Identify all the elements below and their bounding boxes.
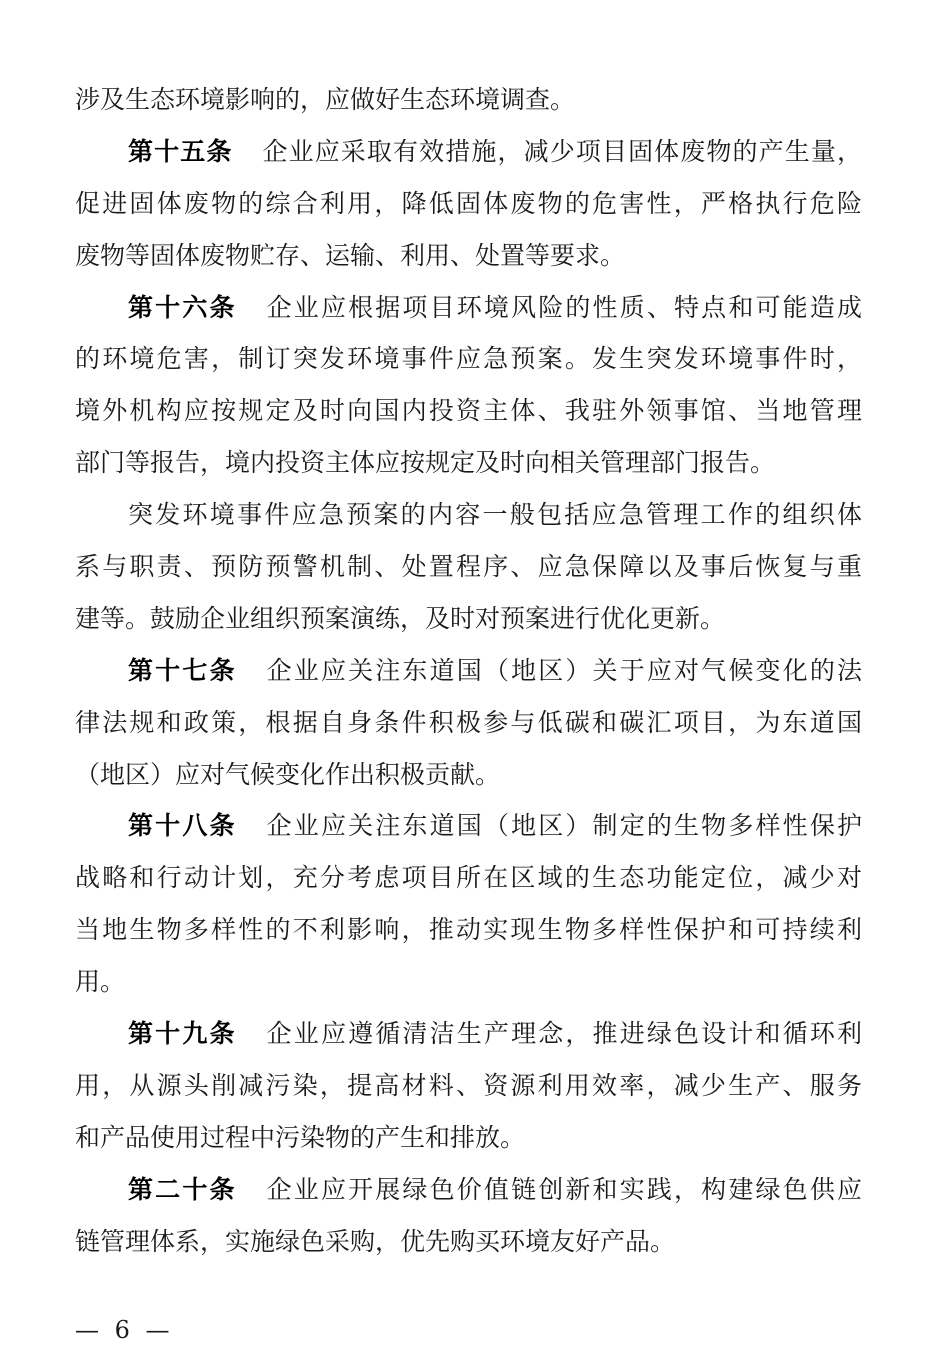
text-span: 企业应关注东道国（地区）关于应对气候变化的法 xyxy=(266,655,862,685)
paragraph xyxy=(75,489,862,645)
text-span: 企业应开展绿色价值链创新和实践，构建绿色供应 xyxy=(266,1174,862,1204)
text-line: 涉及生态环境影响的，应做好生态环境调查。 xyxy=(75,85,576,114)
text-line: （地区）应对气候变化作出积极贡献。 xyxy=(75,759,501,789)
text-line: 用。 xyxy=(75,967,126,997)
article-heading: 第十九条 xyxy=(128,1019,237,1049)
text-line: 突发环境事件应急预案的内容一般包括应急管理工作的组织体 xyxy=(128,500,862,530)
text-line: 部门等报告，境内投资主体应按规定及时向相关管理部门报告。 xyxy=(75,448,776,478)
text-line xyxy=(75,645,862,697)
text-line xyxy=(75,1008,862,1060)
text-line: 促进固体废物的综合利用，降低固体废物的危害性，严格执行危险 xyxy=(75,188,862,218)
text-span: 企业应根据项目环境风险的性质、特点和可能造成 xyxy=(266,292,862,322)
article-15 xyxy=(75,126,862,282)
text-line: 境外机构应按规定及时向国内投资主体、我驻外领事馆、当地管理 xyxy=(75,396,862,426)
article-heading: 第十八条 xyxy=(128,811,237,841)
text-line: 废物等固体废物贮存、运输、利用、处置等要求。 xyxy=(75,240,626,270)
article-19 xyxy=(75,1008,862,1164)
text-span: 企业应采取有效措施，减少项目固体废物的产生量， xyxy=(262,136,862,166)
text-span: 企业应遵循清洁生产理念，推进绿色设计和循环利 xyxy=(266,1019,862,1049)
article-18 xyxy=(75,800,862,1008)
text-line: 和产品使用过程中污染物的产生和排放。 xyxy=(75,1122,526,1152)
text-line: 系与职责、预防预警机制、处置程序、应急保障以及事后恢复与重 xyxy=(75,552,862,582)
article-20 xyxy=(75,1164,862,1268)
text-line: 用，从源头削减污染，提高材料、资源利用效率，减少生产、服务 xyxy=(75,1070,862,1100)
page-number: — 6 — xyxy=(75,1316,174,1344)
text-line: 当地生物多样性的不利影响，推动实现生物多样性保护和可持续利 xyxy=(75,915,862,945)
text-line: 战略和行动计划，充分考虑项目所在区域的生态功能定位，减少对 xyxy=(75,863,862,893)
text-line xyxy=(75,800,862,852)
article-heading: 第十六条 xyxy=(128,292,237,322)
text-line: 建等。鼓励企业组织预案演练，及时对预案进行优化更新。 xyxy=(75,603,726,633)
article-heading: 第十七条 xyxy=(128,655,237,685)
article-heading: 第十五条 xyxy=(128,136,233,166)
text-line: 链管理体系，实施绿色采购，优先购买环境友好产品。 xyxy=(75,1226,676,1256)
document-body xyxy=(75,74,862,1267)
article-heading: 第二十条 xyxy=(128,1174,237,1204)
article-16 xyxy=(75,282,862,490)
text-line xyxy=(75,1164,862,1216)
text-line: 的环境危害，制订突发环境事件应急预案。发生突发环境事件时， xyxy=(75,344,862,374)
text-span: 企业应关注东道国（地区）制定的生物多样性保护 xyxy=(266,811,862,841)
text-line xyxy=(75,282,862,334)
text-line: 律法规和政策，根据自身条件积极参与低碳和碳汇项目，为东道国 xyxy=(75,707,862,737)
article-17 xyxy=(75,645,862,801)
text-line xyxy=(75,126,862,178)
paragraph xyxy=(75,74,862,126)
